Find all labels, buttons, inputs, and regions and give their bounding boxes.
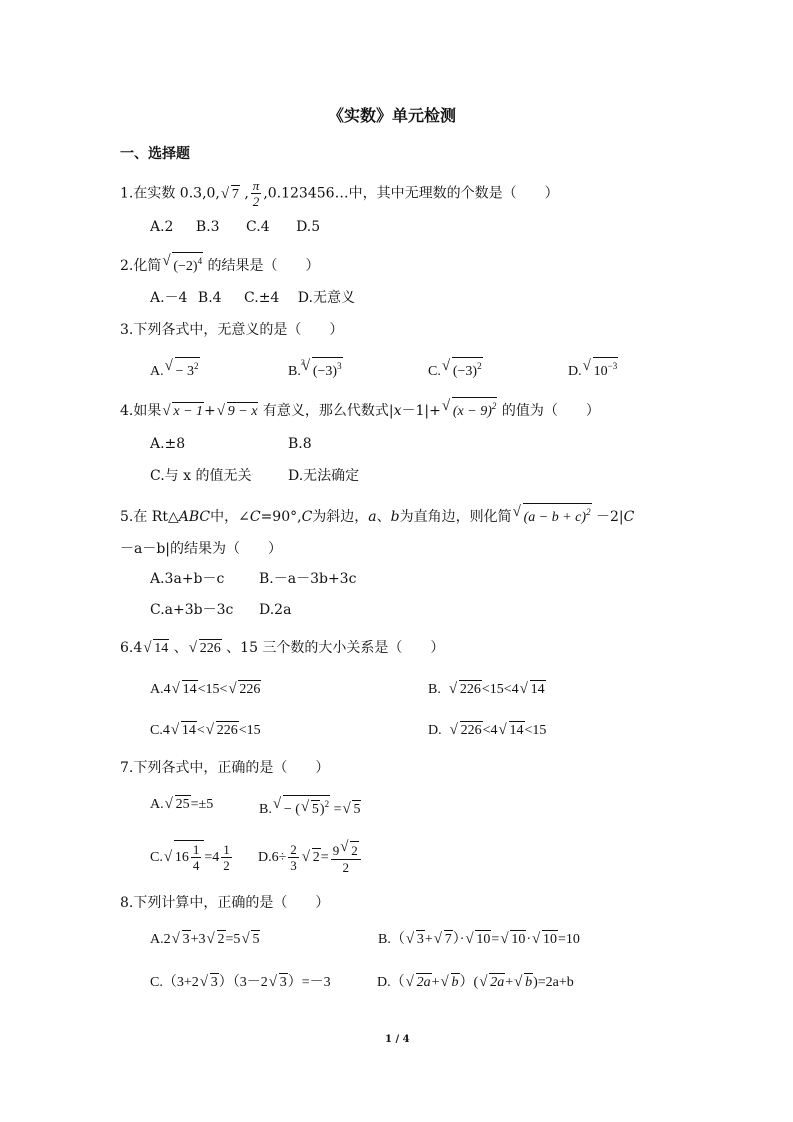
q7-option-c: C.√ 16 $\frac{1}{4}$ =4 $\frac{1}{2}$	[150, 840, 234, 876]
q6-option-c: C.4√ 14<√ 226<15	[150, 721, 261, 741]
q4-option-d: D.无法确定	[288, 468, 360, 484]
q8-option-d: D.（√ 2a+√ b）(√ 2a+√ b)=2a+b	[377, 973, 574, 993]
question-1: 1.在实数 0.3,0,√ 7 , $\frac{\pi}{2}$ ,0.123456…中，其中无理数的个数是（ ）	[120, 178, 559, 208]
q7-option-a: A.√ 25=±5	[150, 795, 213, 815]
sqrt-7: √ 7	[221, 180, 240, 210]
fraction-pi-over-2: $\frac{\pi}{2}$	[252, 178, 260, 209]
q3-option-a: $A.√ - 3^2$	[150, 357, 200, 382]
page-title: 《实数》单元检测	[328, 106, 457, 125]
q5-option-b: B.－a－3b+3c	[259, 571, 357, 587]
q4-option-b: B.8	[288, 436, 312, 452]
q5-option-d: D.2a	[259, 602, 292, 618]
question-5-line-1: 5.在 Rt△ABC中，∠C=90°,C为斜边，a、b为直角边，则化简√ $(a - b + c)^2 -2|C$	[120, 503, 634, 528]
q8-option-c: C.（3+2√ 3）（3－2√ 3）=－3	[150, 973, 331, 993]
question-4: 4.如果√ x − 1+√ 9 − x 有意义，那么代数式|x－1|+√ $(x - 9)^2$ 的值为（ ）	[120, 397, 600, 422]
question-5-line-2: －a－b|的结果为（ ）	[120, 541, 283, 557]
question-6: 6.4√ 14 、√ 226 、15 三个数的大小关系是（ ）	[120, 638, 444, 659]
q7-option-b: B.√ − (√ 5)$^2$ =√ 5	[259, 795, 361, 820]
q6-option-b: B. √ 226<15<4√ 14	[428, 680, 546, 700]
q4-option-c: C.与 x 的值无关	[150, 468, 252, 484]
q2-options: A.－4 B.4 C.±4 D.无意义	[150, 290, 355, 306]
q7-option-d: D.6÷ $\frac{2}{3}$ √ 2= $\frac{9√ 2}{2}$	[258, 840, 363, 876]
q6-option-a: A.4√ 14<15<√ 226	[150, 680, 261, 700]
q8-option-b: B.（√ 3+√ 7）·√ 10=√ 10·√ 10=10	[378, 930, 580, 950]
q3-option-b: B. √ 3 $(-3)^3$	[288, 357, 343, 382]
question-2: 2.化简√ $(-2)^4$ 的结果是（ ）	[120, 252, 320, 277]
q4-option-a: A.±8	[150, 436, 186, 452]
q5-option-c: C.a+3b－3c	[150, 602, 234, 618]
sqrt-neg2-pow4: √ $(-2)^4$	[162, 252, 203, 277]
q1-options: A.2 B.3 C.4 D.5	[150, 219, 321, 235]
section-heading: 一、选择题	[120, 146, 190, 162]
question-7: 7.下列各式中，正确的是（ ）	[120, 760, 330, 776]
q3-option-c: C.√ $(-3)^2$	[428, 357, 483, 382]
q3-option-d: D.√ $10^{-3}$	[568, 357, 618, 382]
q8-option-a: A.2√ 3+3√ 2=5√ 5	[150, 930, 260, 950]
question-3: 3.下列各式中，无意义的是（ ）	[120, 322, 344, 338]
q5-option-a: A.3a+b－c	[150, 571, 225, 587]
q6-option-d: D. √ 226<4√ 14<15	[428, 721, 546, 741]
question-8: 8.下列计算中，正确的是（ ）	[120, 895, 330, 911]
page-number: 1 / 4	[385, 1034, 410, 1045]
